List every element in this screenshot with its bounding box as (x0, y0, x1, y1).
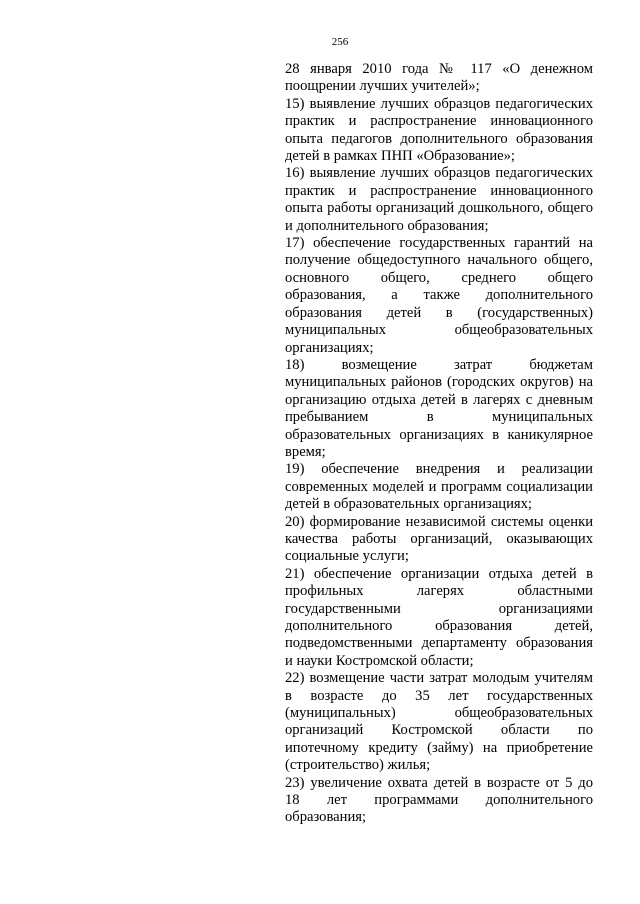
paragraph-item-15: 15) выявление лучших образцов педагогических практик и распространение инновационного опыта педагогов дополнительного образования детей в рамках ПНП «Образование»; (285, 95, 593, 165)
paragraph-item-20: 20) формирование независимой системы оценки качества работы организаций, оказывающих социальные услуги; (285, 513, 593, 565)
paragraph-item-17: 17) обеспечение государственных гарантий на получение общедоступного начального общего, основного общего, среднего общего образования, а также дополнительного образования детей в (государственных) муниципальных общеобразовательных организациях; (285, 235, 593, 356)
paragraph-item-23: 23) увеличение охвата детей в возрасте от 5 до 18 лет программами дополнительного образования; (285, 774, 593, 826)
paragraph-item-21: 21) обеспечение организации отдыха детей в профильных лагерях областными государственными организациями дополнительного образования детей, подведомственными департаменту образования и науки Костромской области; (285, 565, 593, 669)
page-number: 256 (331, 36, 349, 48)
document-text (285, 61, 593, 827)
paragraph-item-19: 19) обеспечение внедрения и реализации современных моделей и программ социализации детей в образовательных организациях; (285, 461, 593, 513)
paragraph-item-16: 16) выявление лучших образцов педагогических практик и распространение инновационного опыта работы организаций дошкольного, общего и дополнительного образования; (285, 165, 593, 234)
paragraph-continuation: 28 января 2010 года № 117 «О денежном поощрении лучших учителей»; (285, 61, 593, 95)
paragraph-item-22: 22) возмещение части затрат молодым учителям в возрасте до 35 лет государственных (муниципальных) общеобразовательных организаций Костромской области по ипотечному кредиту (займу) на приобретение (строительство) жилья; (285, 670, 593, 774)
paragraph-item-18: 18) возмещение затрат бюджетам муниципальных районов (городских округов) на организацию отдыха детей в лагерях с дневным пребыванием в муниципальных образовательных организациях в каникулярное время; (285, 356, 593, 460)
